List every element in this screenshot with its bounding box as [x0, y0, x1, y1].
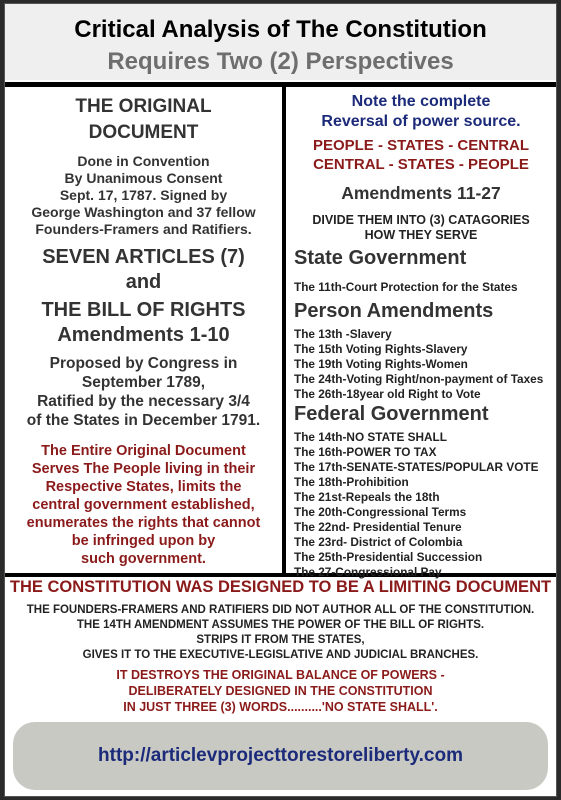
- bottom-line: THE FOUNDERS-FRAMERS AND RATIFIERS DID NOT AUTHOR ALL OF THE CONSTITUTION.: [26, 604, 535, 616]
- top-divider: [5, 82, 556, 87]
- power-flow-1: PEOPLE - STATES - CENTRAL: [312, 137, 530, 154]
- bill-of-rights: THE BILL OF RIGHTS: [41, 299, 246, 321]
- power-flow-2: CENTRAL - STATES - PEOPLE: [313, 156, 529, 173]
- poster: [4, 3, 557, 797]
- summary-line: be infringed upon by: [71, 533, 216, 549]
- amendments-11-27: Amendments 11-27: [341, 183, 501, 203]
- bottom-line: THE 14TH AMENDMENT ASSUMES THE POWER OF THE BILL OF RIGHTS.: [76, 619, 485, 631]
- federal-item: The 27-Congressional Pay: [294, 565, 442, 579]
- left-heading-1: THE ORIGINAL: [75, 96, 212, 117]
- limiting-document-title: THE CONSTITUTION WAS DESIGNED TO BE A LIMITING DOCUMENT: [9, 578, 552, 596]
- federal-item: The 23rd- District of Colombia: [294, 535, 463, 549]
- summary-line: central government established,: [32, 497, 255, 513]
- divide-line-1: DIVIDE THEM INTO (3) CATAGORIES: [312, 213, 530, 227]
- note-line-1: Note the complete: [351, 93, 491, 110]
- and-text: and: [125, 271, 162, 293]
- bottom-red-line: IT DESTROYS THE ORIGINAL BALANCE OF POWERS -: [116, 668, 445, 682]
- seven-articles: SEVEN ARTICLES (7): [42, 246, 245, 268]
- summary-line: enumerates the rights that cannot: [26, 515, 261, 531]
- proposed-line: Proposed by Congress in: [49, 355, 238, 372]
- federal-item: The 25th-Presidential Succession: [294, 550, 483, 564]
- convention-line: George Washington and 37 fellow: [31, 204, 256, 220]
- federal-item: The 22nd- Presidential Tenure: [294, 520, 462, 534]
- proposed-line: September 1789,: [81, 374, 206, 391]
- person-item: The 15th Voting Rights-Slavery: [294, 342, 468, 356]
- person-heading: Person Amendments: [294, 300, 494, 322]
- federal-item: The 14th-NO STATE SHALL: [294, 430, 447, 444]
- federal-heading: Federal Government: [294, 403, 489, 425]
- proposed-line: of the States in December 1791.: [26, 412, 261, 429]
- proposed-line: Ratified by the necessary 3/4: [37, 393, 250, 410]
- federal-item: The 17th-SENATE-STATES/POPULAR VOTE: [294, 460, 539, 474]
- footer-banner: [13, 722, 548, 790]
- person-item: The 26th-18year old Right to Vote: [294, 387, 481, 401]
- bottom-line: GIVES IT TO THE EXECUTIVE-LEGISLATIVE AND JUDICIAL BRANCHES.: [82, 649, 479, 661]
- bottom-red-line: DELIBERATELY DESIGNED IN THE CONSTITUTION: [128, 684, 433, 698]
- person-item: The 19th Voting Rights-Women: [294, 357, 468, 371]
- summary-line: Serves The People living in their: [31, 461, 256, 477]
- person-item: The 24th-Voting Right/non-payment of Taxes: [294, 372, 544, 386]
- convention-line: Sept. 17, 1787. Signed by: [59, 187, 228, 203]
- middle-divider: [5, 573, 556, 577]
- website-link[interactable]: http://articlevprojecttorestoreliberty.com: [98, 745, 463, 766]
- federal-item: The 16th-POWER TO TAX: [294, 445, 437, 459]
- convention-line: Done in Convention: [77, 153, 210, 169]
- sub-title: Requires Two (2) Perspectives: [107, 48, 454, 75]
- summary-line: Respective States, limits the: [45, 479, 242, 495]
- convention-line: By Unanimous Consent: [64, 170, 223, 186]
- person-item: The 13th -Slavery: [294, 327, 392, 341]
- bottom-line: STRIPS IT FROM THE STATES,: [196, 634, 365, 646]
- state-heading: State Government: [294, 247, 467, 269]
- amendments-1-10: Amendments 1-10: [57, 324, 230, 346]
- summary-line: such government.: [81, 551, 206, 567]
- bottom-red-line: IN JUST THREE (3) WORDS..........'NO STATE SHALL'.: [123, 700, 438, 714]
- summary-line: The Entire Original Document: [41, 443, 246, 459]
- convention-line: Founders-Framers and Ratifiers.: [35, 221, 252, 237]
- left-heading-2: DOCUMENT: [88, 122, 199, 143]
- federal-item: The 21st-Repeals the 18th: [294, 490, 440, 504]
- title-bar: [5, 4, 556, 80]
- state-item: The 11th-Court Protection for the States: [294, 280, 518, 294]
- main-title: Critical Analysis of The Constitution: [74, 16, 487, 43]
- note-line-2: Reversal of power source.: [321, 113, 521, 130]
- federal-item: The 18th-Prohibition: [294, 475, 409, 489]
- federal-item: The 20th-Congressional Terms: [294, 505, 467, 519]
- divide-line-2: HOW THEY SERVE: [364, 228, 478, 242]
